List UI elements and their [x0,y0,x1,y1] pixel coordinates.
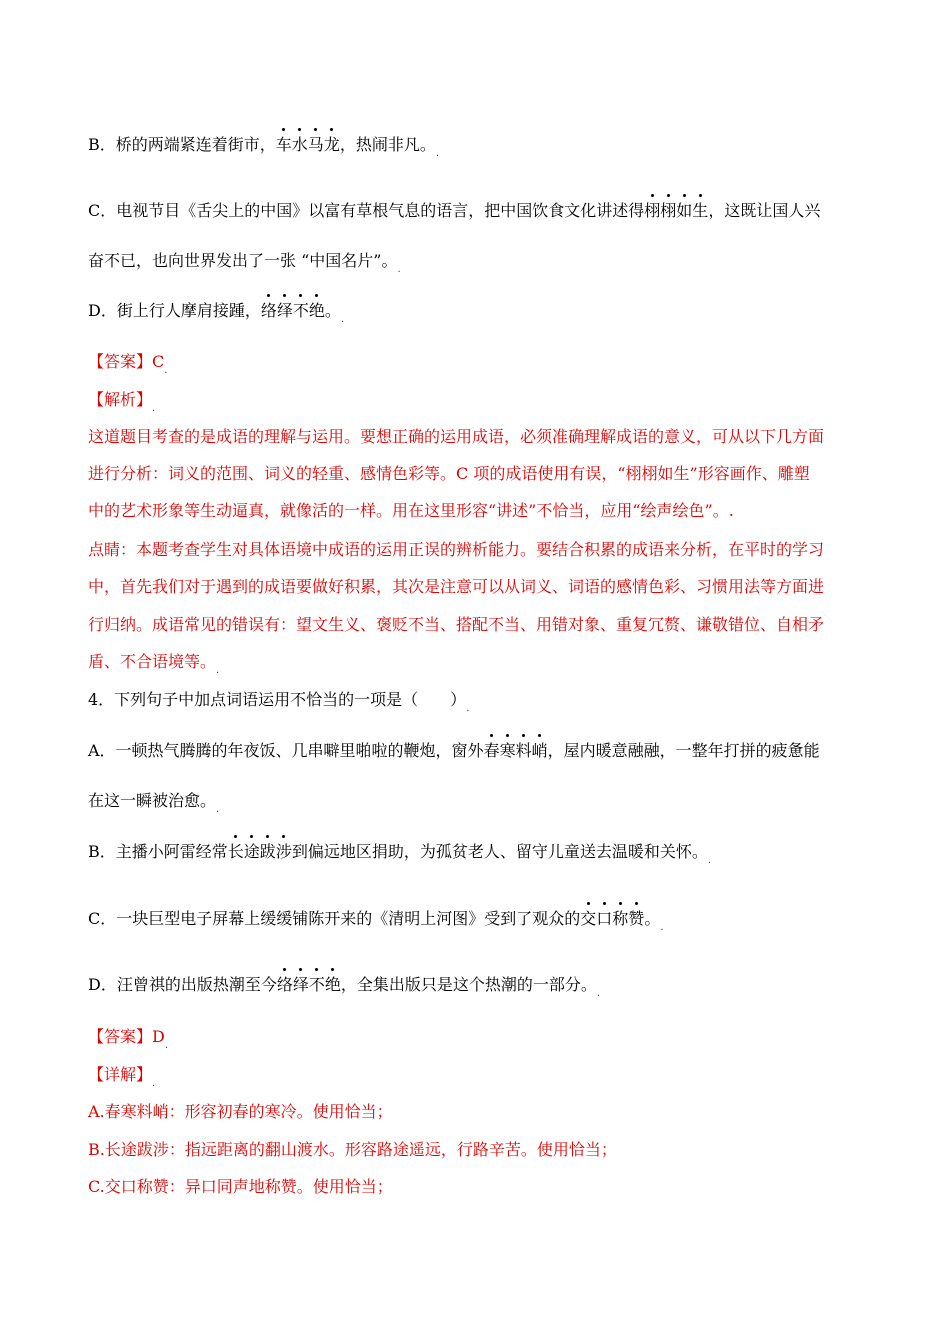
q3-option-d: D．街上行人摩肩接踵，络绎不绝。$_.$ [88,301,345,325]
q3-tip-line: 中，首先我们对于遇到的成语要做好积累，其次是注意可以从词义、词语的感情色彩、习惯用法等方面进 [88,577,825,596]
q3-option-b: B．桥的两端紧连着街市，车水马龙，热闹非凡。$_.$ [88,135,440,159]
q4-detail-line: A.春寒料峭：形容初春的寒冷。使用恰当； [88,1102,393,1121]
q4-option-c: C．一块巨型电子屏幕上缓缓铺陈开来的《清明上河图》受到了观众的交口称赞。$_.$ [88,909,664,933]
q3-tip-line: 行归纳。成语常见的错误有：望文生义、褒贬不当、搭配不当、用错对象、重复冗赘、谦敬错位、自相矛 [88,615,825,634]
q3-answer: 【答案】$C_.$ [88,352,168,376]
dotted-idiom: 交口称赞 [580,909,645,928]
q4-option-a-cont: 在这一瞬被治愈。$_.$ [88,791,220,815]
q4-option-d: D．汪曾祺的出版热潮至今络绎不绝，全集出版只是这个热潮的一部分。$_.$ [88,975,601,999]
q4-stem: 4．下列句子中加点词语运用不恰当的一项是（ ）$_.$ [88,690,470,714]
q3-analysis-line: 这道题目考查的是成语的理解与运用。要想正确的运用成语，必须准确理解成语的意义，可从以下几方面 [88,427,825,446]
dotted-idiom: 车水马龙 [275,135,340,154]
q3-option-c-cont: 奋不已，也向世界发出了一张 “中国名片”。$_.$ [88,251,401,275]
q3-analysis-line: 中的艺术形象等生动逼真，就像活的一样。用在这里形容“讲述”不恰当，应用“绘声绘色”。. [88,501,734,520]
q3-option-c: C．电视节目《舌尖上的中国》以富有草根气息的语言，把中国饮食文化讲述得栩栩如生，这既让国人兴 [88,201,821,220]
q3-analysis-line: 进行分析：词义的范围、词义的轻重、感情色彩等。C 项的成语使用有误，“栩栩如生”形容画作、雕塑 [88,464,810,483]
q4-option-a: A．一顿热气腾腾的年夜饭、几串噼里啪啦的鞭炮，窗外春寒料峭，屋内暖意融融，一整年打拼的疲惫能 [88,741,820,760]
dotted-idiom: 春寒料峭 [483,741,548,760]
q4-detail-line: C.交口称赞：异口同声地称赞。使用恰当； [88,1177,393,1196]
dotted-idiom: 栩栩如生 [644,201,709,220]
q4-detail-label: 【详解】$_.$ [88,1065,156,1089]
q4-answer: 【答案】$D_.$ [88,1027,169,1051]
q4-detail-line: B.长途跋涉：指远距离的翻山渡水。形容路途遥远，行路辛苦。使用恰当； [88,1140,617,1159]
dotted-idiom: 络绎不绝 [260,301,325,320]
q3-tip-line: 盾、不合语境等。$_.$ [88,652,220,676]
dotted-idiom: 络绎不绝 [276,975,341,994]
q3-tip-line: 点睛：本题考查学生对具体语境中成语的运用正误的辨析能力。要结合积累的成语来分析，在平时的学习 [88,540,825,559]
q4-option-b: B．主播小阿雷经常长途跋涉到偏远地区捐助，为孤贫老人、留守儿童送去温暖和关怀。$_.$ [88,842,712,866]
q3-analysis-label: 【解析】$_.$ [88,390,156,414]
dotted-idiom: 长途跋涉 [227,842,292,861]
